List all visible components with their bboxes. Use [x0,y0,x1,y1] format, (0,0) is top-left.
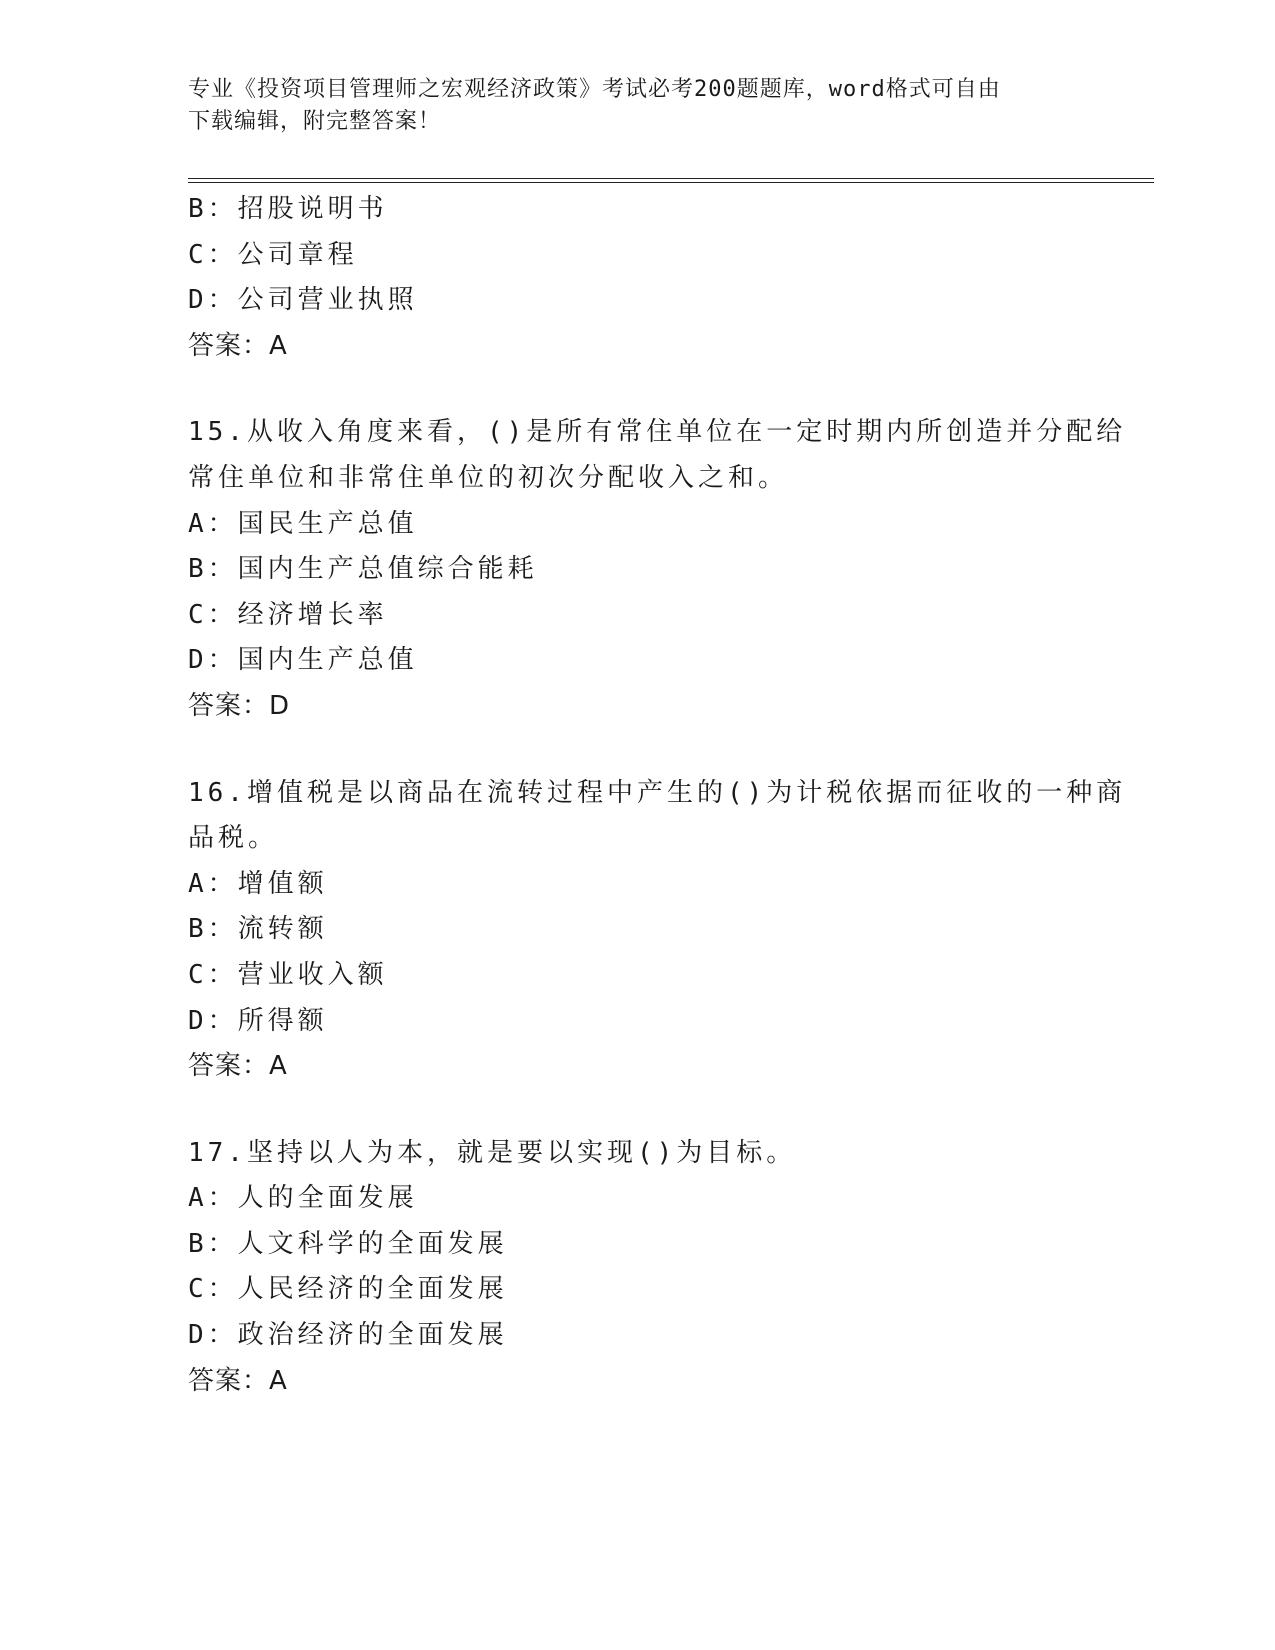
option-d: D：所得额 [188,1005,328,1036]
option-a: A：国民生产总值 [188,508,418,539]
option-d: D：国内生产总值 [188,645,418,676]
option-c: C：公司章程 [188,239,358,270]
question-text-line-1: 15.从收入角度来看，()是所有常住单位在一定时期内所创造并分配给 [188,417,1127,448]
answer: 答案：A [188,330,288,361]
question-17 [188,1131,1088,1405]
option-a: A：人的全面发展 [188,1183,418,1214]
header-line-2: 下载编辑，附完整答案！ [188,109,442,134]
answer: 答案：A [188,1365,288,1396]
option-b: B：流转额 [188,914,328,945]
option-c: C：人民经济的全面发展 [188,1274,508,1305]
question-16 [188,771,1127,1090]
question-14-tail [188,187,1088,369]
question-list [188,187,1127,1404]
question-text-line-2: 常住单位和非常住单位的初次分配收入之和。 [188,462,789,493]
option-b: B：人文科学的全面发展 [188,1228,508,1259]
question-text-line-1: 16.增值税是以商品在流转过程中产生的()为计税依据而征收的一种商 [188,777,1127,808]
option-a: A：增值额 [188,868,328,899]
option-b: B：国内生产总值综合能耗 [188,554,538,585]
option-c: C：经济增长率 [188,599,388,630]
option-c: C：营业收入额 [188,959,388,990]
question-text-line-1: 17.坚持以人为本，就是要以实现()为目标。 [188,1137,797,1168]
option-d: D：政治经济的全面发展 [188,1320,508,1351]
header-rule-bottom [188,182,1154,183]
header-rule-top [188,178,1154,179]
question-15 [188,410,1127,729]
answer: 答案：D [188,690,291,721]
option-b: B：招股说明书 [188,194,388,224]
document-header [188,74,1088,138]
option-d: D：公司营业执照 [188,285,418,316]
answer: 答案：A [188,1051,288,1082]
question-text-line-2: 品税。 [188,823,279,854]
header-line-1: 专业《投资项目管理师之宏观经济政策》考试必考200题题库，word格式可自由 [188,77,1001,102]
